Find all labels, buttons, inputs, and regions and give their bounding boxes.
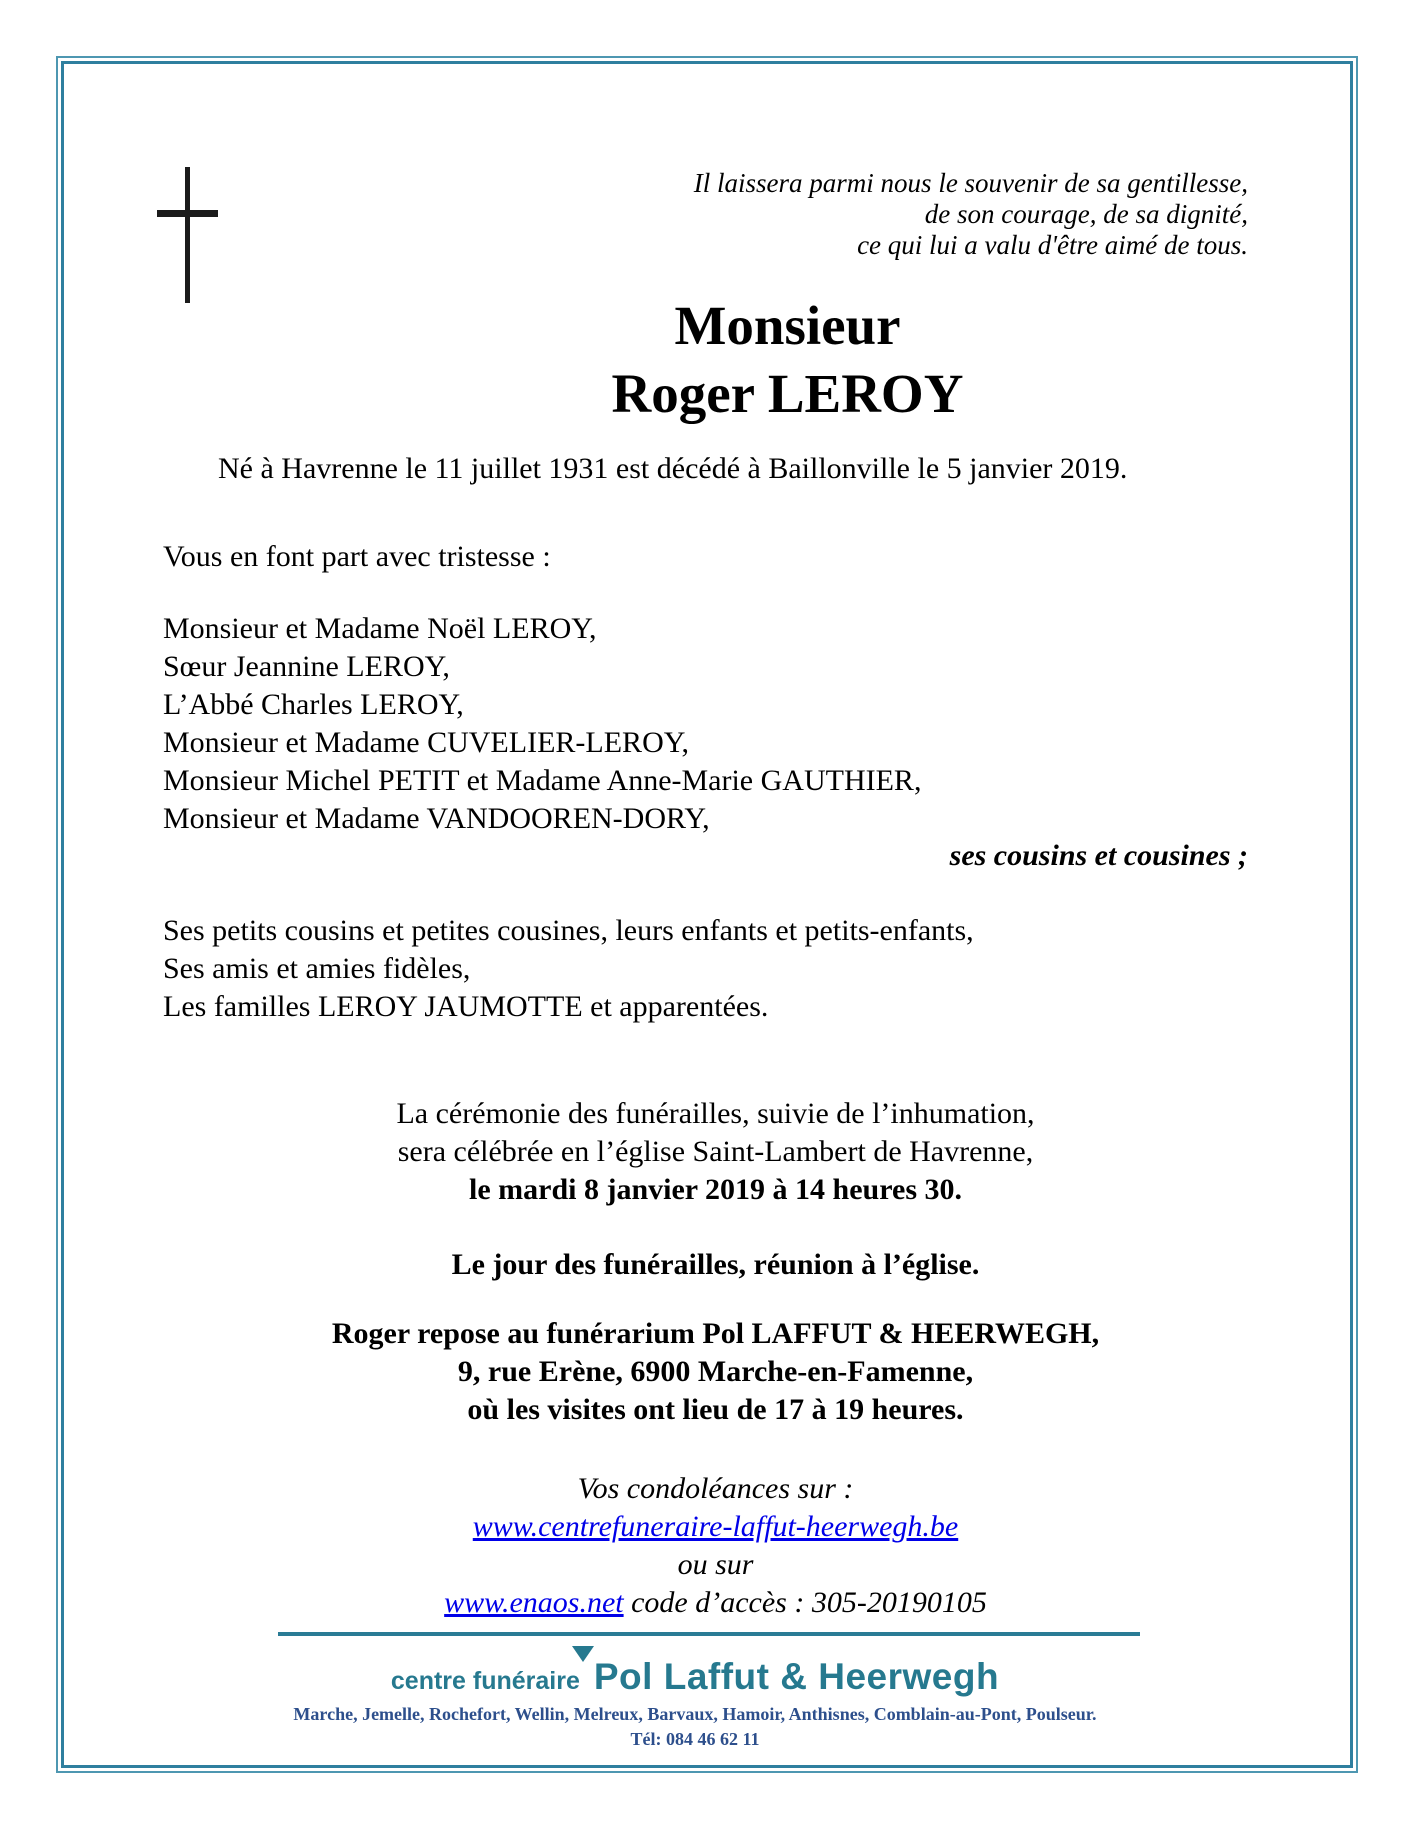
other-mourners-line: Ses petits cousins et petites cousines, leurs enfants et petits-enfants,	[163, 914, 974, 947]
branch-locations-line: Marche, Jemelle, Rochefort, Wellin, Melreux, Barvaux, Hamoir, Anthisnes, Comblain-au-Pont, Poulseur.	[293, 1704, 1097, 1724]
cross-icon	[150, 160, 230, 310]
cross-vertical-bar	[185, 167, 190, 303]
condolences-link-line-2	[173, 1584, 1258, 1622]
condolences-or-line: ou sur	[677, 1548, 754, 1581]
family-member-line: Monsieur et Madame CUVELIER-LEROY,	[163, 726, 690, 759]
funerarium-line-1: Roger repose au funérarium Pol LAFFUT & HEERWEGH,	[331, 1317, 1100, 1350]
relation-line: ses cousins et cousines ;	[949, 839, 1248, 872]
condolences-intro-line: Vos condoléances sur :	[577, 1472, 854, 1505]
other-mourners-line: Ses amis et amies fidèles,	[163, 952, 471, 985]
cross-horizontal-bar	[157, 210, 218, 217]
family-member-line: Sœur Jeannine LEROY,	[163, 650, 450, 683]
epigraph-line-2: de son courage, de sa dignité,	[924, 199, 1248, 229]
meeting-line: Le jour des funérailles, réunion à l’église.	[451, 1248, 980, 1281]
brand-small-text: centre funéraire	[390, 1667, 580, 1695]
family-member-list	[163, 610, 921, 838]
deceased-title	[235, 292, 1340, 428]
ceremony-date-line: le mardi 8 janvier 2019 à 14 heures 30.	[468, 1173, 963, 1206]
other-mourners-line: Les familles LEROY JAUMOTTE et apparentées.	[163, 990, 769, 1023]
enaos-link[interactable]: www.enaos.net	[444, 1586, 624, 1619]
access-code-text: code d’accès : 305-20190105	[623, 1586, 987, 1619]
ceremony-line-1: La cérémonie des funérailles, suivie de l’inhumation,	[396, 1097, 1035, 1130]
footer-divider-rule	[278, 1632, 1140, 1636]
family-member-line: Monsieur Michel PETIT et Madame Anne-Marie GAUTHIER,	[163, 764, 922, 797]
funerarium-visits-line: où les visites ont lieu de 17 à 19 heures.	[467, 1393, 964, 1426]
birth-death-line: Né à Havrenne le 11 juillet 1931 est décédé à Baillonville le 5 janvier 2019.	[218, 452, 1128, 485]
ceremony-details	[163, 1095, 1258, 1209]
centrefuneraire-link[interactable]: www.centrefuneraire-laffut-heerwegh.be	[472, 1510, 959, 1543]
epigraph-line-3: ce qui lui a valu d'être aimé de tous.	[857, 230, 1248, 260]
family-member-line: L’Abbé Charles LEROY,	[163, 688, 464, 721]
deceased-name: Roger LEROY	[611, 363, 964, 424]
deceased-title-salutation: Monsieur	[674, 295, 901, 356]
other-mourners-list	[163, 912, 974, 1026]
ceremony-line-2: sera célébrée en l’église Saint-Lambert de Havrenne,	[397, 1135, 1034, 1168]
condolences-section	[163, 1470, 1258, 1622]
funeral-home-logo	[90, 1656, 1300, 1698]
family-member-line: Monsieur et Madame Noël LEROY,	[163, 612, 597, 645]
announcement-line: Vous en font part avec tristesse :	[163, 540, 551, 573]
funerarium-address-line: 9, rue Erène, 6900 Marche-en-Famenne,	[457, 1355, 974, 1388]
condolences-link-line-1	[173, 1508, 1258, 1546]
family-member-line: Monsieur et Madame VANDOOREN-DORY,	[163, 802, 710, 835]
brand-large-text: Pol Laffut & Heerwegh	[593, 1656, 1000, 1697]
funerarium-details	[163, 1315, 1258, 1429]
epigraph	[694, 168, 1248, 261]
phone-line: Tél: 084 46 62 11	[630, 1729, 760, 1749]
epigraph-line-1: Il laissera parmi nous le souvenir de sa gentillesse,	[693, 168, 1248, 198]
